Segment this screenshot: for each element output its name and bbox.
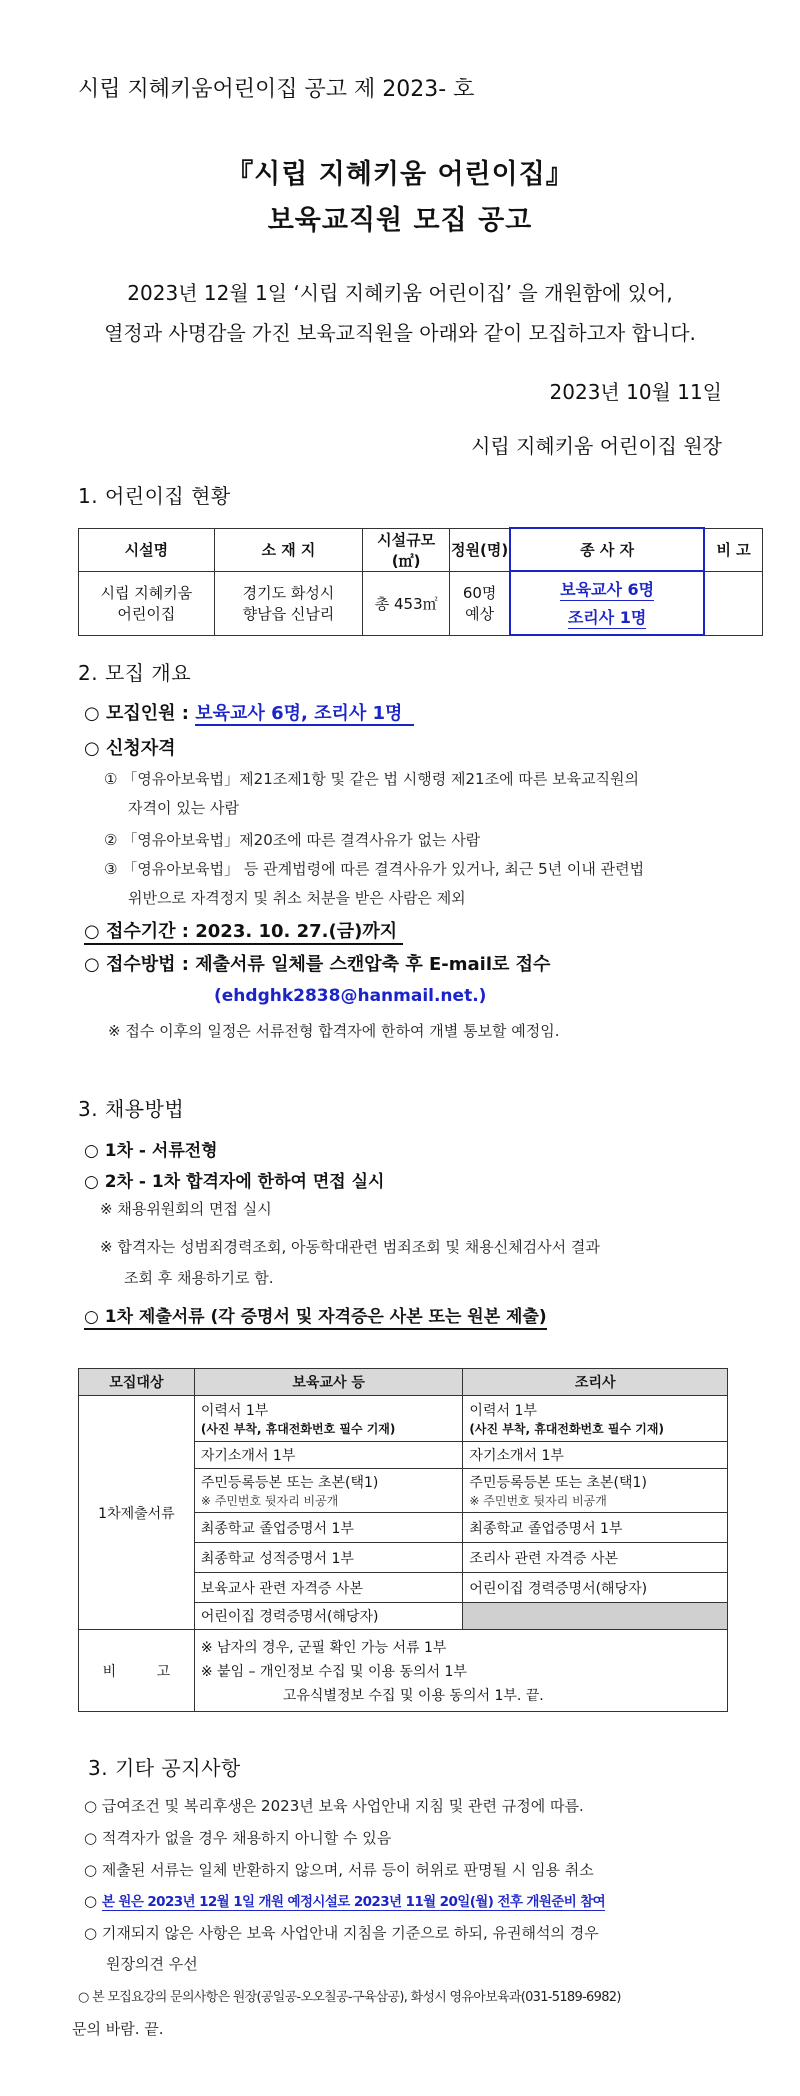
documents-title-text: ○ 1차 제출서류 (각 증명서 및 자격증은 사본 또는 원본 제출) (84, 1307, 547, 1330)
th-location: 소 재 지 (214, 528, 362, 571)
interview-note: ※ 채용위원회의 면접 실시 (100, 1200, 272, 1218)
documents-title (84, 1302, 547, 1327)
check-note-b: 조회 후 채용하기로 함. (124, 1269, 274, 1287)
qualification-3b: 위반으로 자격정지 및 취소 처분을 받은 사람은 제외 (128, 889, 466, 907)
cook-intro: 자기소개서 1부 (463, 1442, 728, 1469)
teacher-registry-note: ※ 주민번호 뒷자리 비공개 (200, 1494, 339, 1508)
cell-capacity (450, 571, 510, 635)
documents-table (78, 1368, 728, 1712)
cell-name (79, 571, 215, 635)
location-2: 향남읍 신남리 (242, 605, 335, 623)
etc-2: ○ 적격자가 없을 경우 채용하지 아니할 수 있음 (84, 1829, 392, 1847)
title-line-1: 『시립 지혜키움 어린이집』 (226, 159, 574, 190)
qualification-label: ○ 신청자격 (84, 738, 176, 759)
section-3-title: 3. 채용방법 (78, 1097, 185, 1121)
empty-cell (463, 1603, 728, 1630)
title-line-2: 보육교직원 모집 공고 (267, 205, 533, 236)
signer: 시립 지혜키움 어린이집 원장 (471, 434, 722, 458)
check-note-a: ※ 합격자는 성범죄경력조회, 아동학대관련 범죄조회 및 채용신체검사서 결과 (100, 1238, 600, 1256)
qualification-2: ② 「영유아보육법」제20조에 따른 결격사유가 없는 사람 (104, 831, 481, 849)
qualification-1a: ① 「영유아보육법」제21조제1항 및 같은 법 시행령 제21조에 따른 보육교직원의 (104, 770, 640, 788)
th-note: 비 고 (704, 528, 762, 571)
etc-4-bullet: ○ (84, 1892, 102, 1910)
th-staff: 종 사 자 (510, 528, 704, 571)
cell-location (214, 571, 362, 635)
cook-resume-text: 이력서 1부 (469, 1403, 537, 1419)
round-1: ○ 1차 - 서류전형 (84, 1141, 218, 1161)
remark-label: 비 고 (79, 1630, 195, 1712)
etc-4-text: 본 원은 2023년 12월 1일 개원 예정시설로 2023년 11월 20일(월) 전후 개원준비 참여 (101, 1894, 606, 1910)
teacher-diploma: 최종학교 졸업증명서 1부 (194, 1513, 463, 1543)
etc-3: ○ 제출된 서류는 일체 반환하지 않으며, 서류 등이 허위로 판명될 시 임용 취소 (84, 1861, 594, 1879)
facility-table (78, 527, 763, 636)
notice-number: 시립 지혜키움어린이집 공고 제 2023- 호 (78, 77, 475, 102)
etc-1: ○ 급여조건 및 복리후생은 2023년 보육 사업안내 지침 및 관련 규정에 따름. (84, 1797, 584, 1815)
teacher-transcript: 최종학교 성적증명서 1부 (194, 1543, 463, 1573)
recruit-label: ○ 모집인원 : (84, 703, 196, 724)
staff-teacher: 보육교사 6명 (560, 577, 654, 601)
cook-registry-text: 주민등록등본 또는 초본(택1) (469, 1475, 647, 1491)
th-name: 시설명 (79, 528, 215, 571)
facility-name-1: 시립 지혜키움 (100, 584, 193, 602)
teacher-career: 어린이집 경력증명서(해당자) (194, 1603, 463, 1630)
capacity-2: 예상 (465, 605, 495, 623)
section-4-title: 3. 기타 공지사항 (88, 1756, 241, 1780)
remark-2: ※ 붙임 – 개인정보 수집 및 이용 동의서 1부 (200, 1663, 467, 1680)
application-method: ○ 접수방법 : 제출서류 일체를 스캔압축 후 E-mail로 접수 (84, 954, 551, 975)
cell-size: 총 453㎡ (363, 571, 450, 635)
teacher-intro: 자기소개서 1부 (194, 1442, 463, 1469)
teacher-resume-note: (사진 부착, 휴대전화번호 필수 기재) (200, 1422, 396, 1436)
etc-5b: 원장의견 우선 (106, 1955, 198, 1973)
facility-name-2: 어린이집 (117, 605, 176, 623)
cook-license: 조리사 관련 자격증 사본 (463, 1543, 728, 1573)
teacher-registry-text: 주민등록등본 또는 초본(택1) (200, 1475, 379, 1491)
intro-line-2: 열정과 사명감을 가진 보육교직원을 아래와 같이 모집하고자 합니다. (104, 321, 696, 345)
row-label: 1차제출서류 (79, 1396, 195, 1630)
teacher-license: 보육교사 관련 자격증 사본 (194, 1573, 463, 1603)
cell-staff (510, 571, 704, 635)
period-text: ○ 접수기간 : 2023. 10. 27.(금)까지 (84, 921, 403, 945)
cook-career: 어린이집 경력증명서(해당자) (463, 1573, 728, 1603)
th-target: 모집대상 (79, 1369, 195, 1396)
th-cook: 조리사 (463, 1369, 728, 1396)
remark-1: ※ 남자의 경우, 군필 확인 가능 서류 1부 (200, 1639, 447, 1656)
staff-cook: 조리사 1명 (568, 605, 647, 629)
round-2: ○ 2차 - 1차 합격자에 한하여 면접 실시 (84, 1172, 385, 1192)
qualification-3a: ③ 「영유아보육법」 등 관계법령에 따른 결격사유가 있거나, 최근 5년 이내 관련법 (104, 860, 645, 878)
cook-resume (463, 1396, 728, 1442)
etc-5a: ○ 기재되지 않은 사항은 보육 사업안내 지침을 기준으로 하되, 유권해석의 경우 (84, 1924, 599, 1942)
cook-resume-note: (사진 부착, 휴대전화번호 필수 기재) (469, 1422, 664, 1436)
location-1: 경기도 화성시 (242, 584, 335, 602)
etc-6b: 문의 바람. 끝. (72, 2020, 164, 2038)
teacher-resume (194, 1396, 463, 1442)
th-capacity: 정원(명) (450, 528, 510, 571)
remark-3: 고유식별정보 수집 및 이용 동의서 1부. 끝. (282, 1687, 544, 1704)
etc-4 (84, 1890, 605, 1910)
intro-line-1: 2023년 12월 1일 ‘시립 지혜키움 어린이집’ 을 개원함에 있어, (127, 281, 673, 305)
etc-6a: ○ 본 모집요강의 문의사항은 원장(공일공-오오칠공-구육삼공), 화성시 영유아보육과(031-5189-6982) (78, 1990, 621, 2005)
qualification-1b: 자격이 있는 사람 (128, 799, 239, 817)
cook-diploma: 최종학교 졸업증명서 1부 (463, 1513, 728, 1543)
capacity-1: 60명 (462, 584, 497, 602)
section-2-title: 2. 모집 개요 (78, 661, 192, 685)
remark-cell (194, 1630, 727, 1712)
recruit-value: 보육교사 6명, 조리사 1명 (195, 703, 414, 726)
notice-date: 2023년 10월 11일 (549, 380, 722, 404)
recruit-count (84, 699, 414, 725)
cook-registry (463, 1469, 728, 1513)
cell-note (704, 571, 762, 635)
schedule-notice: ※ 접수 이후의 일정은 서류전형 합격자에 한하여 개별 통보할 예정임. (108, 1022, 560, 1040)
teacher-resume-text: 이력서 1부 (200, 1403, 269, 1419)
th-teacher: 보육교사 등 (194, 1369, 463, 1396)
cook-registry-note: ※ 주민번호 뒷자리 비공개 (469, 1494, 607, 1508)
th-size: 시설규모(㎡) (363, 528, 450, 571)
application-email[interactable]: (ehdghk2838@hanmail.net.) (214, 986, 487, 1006)
application-period (84, 917, 403, 943)
teacher-registry (194, 1469, 463, 1513)
section-1-title: 1. 어린이집 현황 (78, 484, 231, 508)
